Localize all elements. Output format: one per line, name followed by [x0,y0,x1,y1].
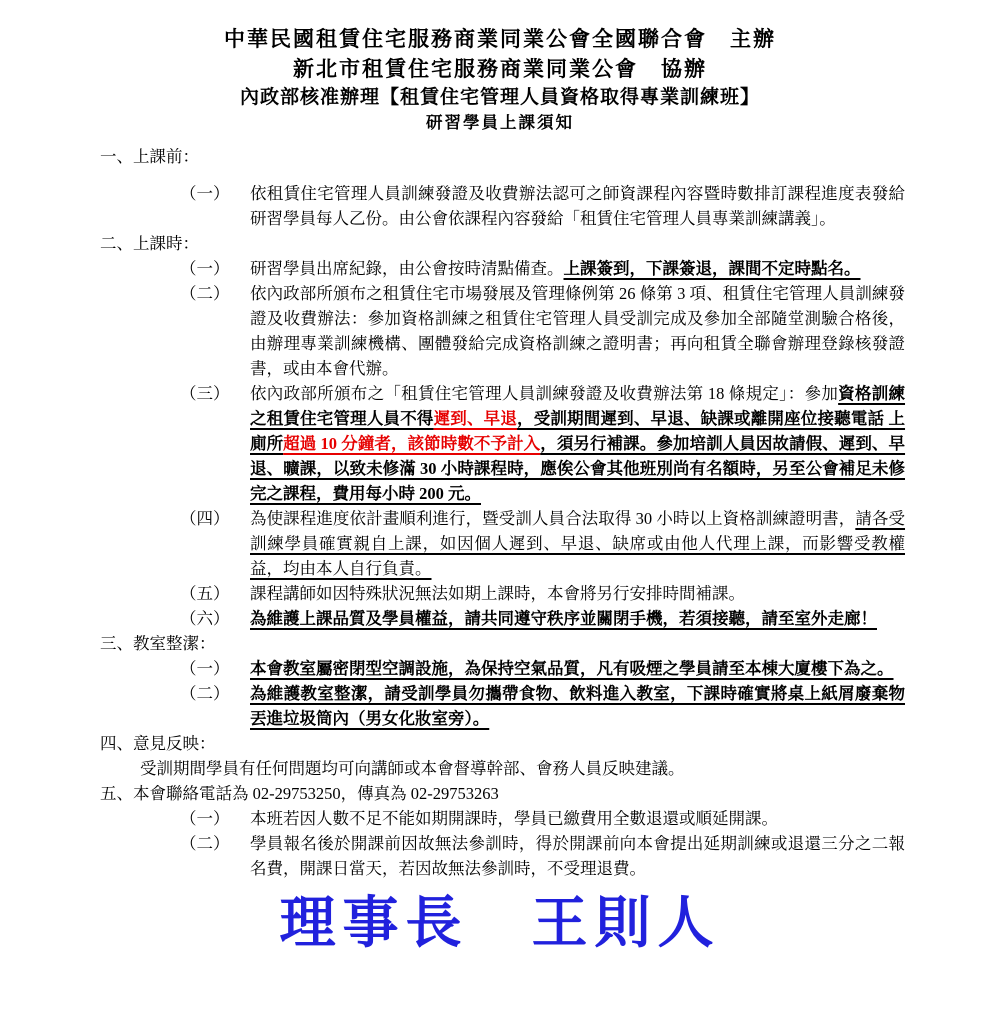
highlighted-text-red: 遲到、早退 [433,409,518,428]
co-organizer-line: 新北市租賃住宅服務商業同業公會 協辦 [293,57,707,81]
item-text [250,256,905,281]
list-item [180,681,905,731]
item-text [250,181,905,231]
paragraph [140,756,905,781]
item-label: （一） [180,659,230,678]
item-text [140,759,685,778]
item-label: （二） [180,684,230,703]
list-item [180,656,905,681]
item-label: （三） [180,384,230,403]
item-label: （二） [180,834,230,853]
list-item [180,181,905,231]
section-heading: 三、教室整潔： [100,634,216,653]
text-run: ，受訓期間遲到、早退、缺課或離開座位接聽電話 上廁所 [250,409,906,453]
item-label: （一） [180,184,230,203]
list-item [180,281,905,381]
text-run: 依租賃住宅管理人員訓練發證及收費辦法認可之師資課程內容暨時數排訂課程進度表發給研習學員每人乙份。由公會依課程內容發給「租賃住宅管理人員專業訓練講義」。 [250,184,905,228]
text-run: 為使課程進度依計畫順利進行，暨受訓人員合法取得 30 小時以上資格訓練證明書， [250,509,856,528]
list-item [180,381,905,506]
item-text [250,681,905,731]
item-label: （二） [180,284,230,303]
text-run: 本班若因人數不足不能如期開課時，學員已繳費用全數退還或順延開課。 [250,809,778,828]
document-body [100,144,905,881]
item-text [250,606,905,631]
section-heading: 四、意見反映： [100,734,216,753]
item-text [250,506,905,581]
text-run: ，須另行補課。參加培訓人員因故請假、遲到、早退、曠課，以致未修滿 30 小時課程時，應俟公會其他班別尚有名額時，另至公會補足未修完之課程，費用每小時 200 元。 [250,434,906,503]
text-run: 請各受訓練學員確實親自上課，如因個人遲到、早退、缺席或由他人代理上課，而影響受教權益，均由本人自行負責。 [250,509,906,578]
text-run: 為維護上課品質及學員權益，請共同遵守秩序並關閉手機，若須接聽，請至室外走廊！ [250,609,877,628]
organizer-line: 中華民國租賃住宅服務商業同業公會全國聯合會 主辦 [224,27,776,51]
item-text [250,581,905,606]
list-item [180,831,905,881]
text-run: 本會教室屬密閉型空調設施，為保持空氣品質，凡有吸煙之學員請至本棟大廈樓下為之。 [250,659,894,678]
text-run: 受訓期間學員有任何問題均可向講師或本會督導幹部、會務人員反映建議。 [140,759,685,778]
item-label: （五） [180,584,230,603]
item-text [250,806,905,831]
item-label: （四） [180,509,230,528]
text-run: 學員報名後於開課前因故無法參訓時，得於開課前向本會提出延期訓練或退還三分之二報名費，開課日當天，若因故無法參訓時，不受理退費。 [250,834,905,878]
item-text [250,656,905,681]
list-item [180,581,905,606]
approval-title-line: 內政部核准辦理【租賃住宅管理人員資格取得專業訓練班】 [239,87,760,108]
highlighted-text-red: 超過 10 分鐘者，該節時數不予計入 [283,434,541,453]
text-run: 上課簽到，下課簽退，課間不定時點名。 [563,259,861,278]
text-run: 資格訓練之租賃住宅管理人員不得 [250,384,906,428]
item-text [250,381,905,506]
list-item [180,256,905,281]
item-text [250,831,905,881]
list-item [180,606,905,631]
text-run: 為維護教室整潔，請受訓學員勿攜帶食物、飲料進入教室，下課時確實將桌上紙屑廢棄物丟進垃圾筒內（男女化妝室旁）。 [250,684,905,728]
section-heading: 二、上課時： [100,234,199,253]
text-run: 研習學員出席紀錄，由公會按時清點備查。 [250,259,564,278]
section-heading: 一、上課前： [100,147,199,166]
document-title: 研習學員上課須知 [426,113,574,132]
text-run: 課程講師如因特殊狀況無法如期上課時，本會將另行安排時間補課。 [250,584,745,603]
text-run: 依內政部所頒布之「租賃住宅管理人員訓練發證及收費辦法第 18 條規定」：參加 [250,384,839,403]
list-item [180,806,905,831]
item-label: （六） [180,609,230,628]
document-header [0,24,1000,135]
section-heading: 五、本會聯絡電話為 02-29753250，傳真為 02-29753263 [100,784,499,803]
list-item [180,506,905,581]
item-label: （一） [180,259,230,278]
item-label: （一） [180,809,230,828]
chairman-signature: 理事長 王則人 [279,893,721,955]
item-text [250,281,905,381]
text-run: 依內政部所頒布之租賃住宅市場發展及管理條例第 26 條第 3 項、租賃住宅管理人員訓練發證及收費辦法：參加資格訓練之租賃住宅管理人員受訓完成及參加全部隨堂測驗合格後，由辦理專業訓練機構、團體發給完成資格訓練之證明書；再向租賃全聯會辦理登錄核發證書，或由本會代辦。 [250,284,905,378]
